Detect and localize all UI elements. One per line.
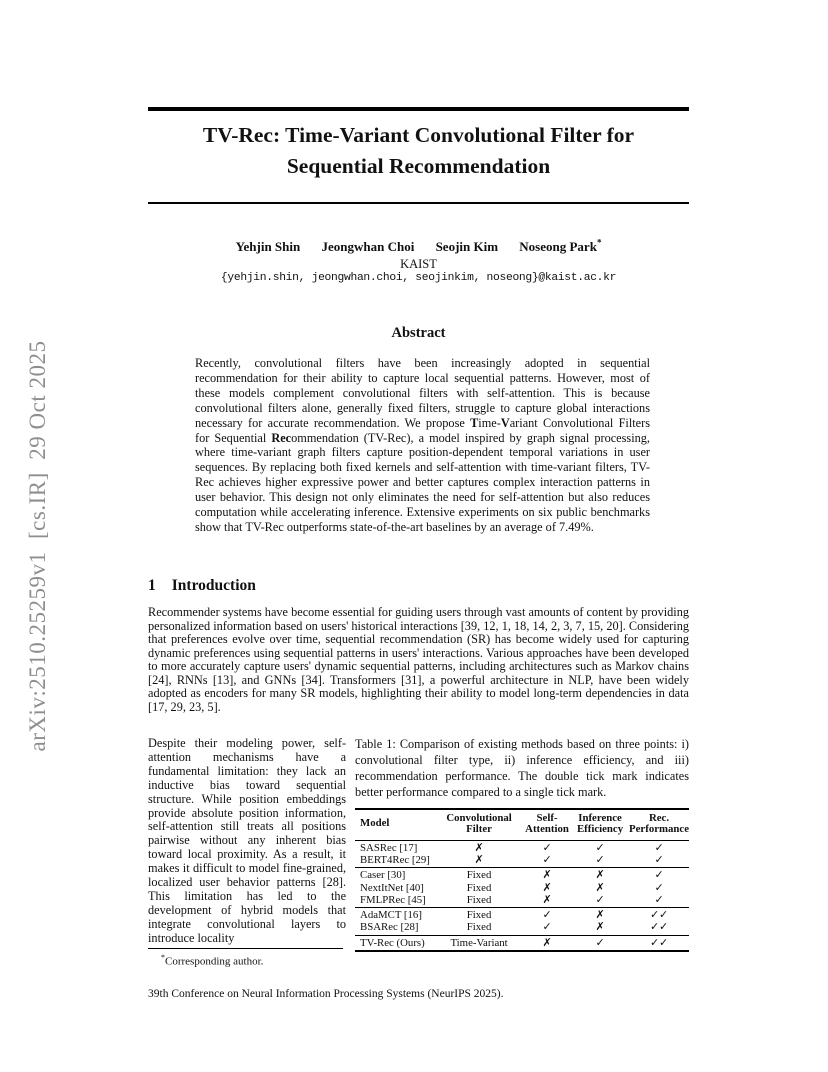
table-cell: ✗: [595, 921, 605, 934]
table-cell: Time-Variant: [450, 936, 508, 949]
table-rule: [355, 950, 689, 952]
table-cell: NextItNet [40]: [360, 881, 424, 894]
table-cell: ✓: [654, 841, 664, 854]
paper-title: [148, 120, 689, 182]
table-cell: ✗: [542, 936, 552, 949]
footnote-marker: *: [161, 953, 165, 962]
table-cell: FMLPRec [45]: [360, 893, 426, 906]
table-cell: Fixed: [466, 909, 492, 922]
table-row: [355, 894, 689, 906]
table-caption: Table 1: Comparison of existing methods based on three points: i) convolutional filter type, ii) inference efficiency, and iii) recommendation performance. The double tick mark indicates better performance compared to a single tick mark.: [355, 737, 689, 799]
section-title: Introduction: [171, 577, 256, 594]
table-cell: Fixed: [466, 881, 492, 894]
footnote: [161, 953, 263, 968]
author-name: Jeongwhan Choi: [321, 239, 415, 255]
table-cell: ✗: [542, 893, 552, 906]
table-cell: Fixed: [466, 893, 492, 906]
table-cell: ✓: [595, 841, 605, 854]
table-cell: ✗: [542, 869, 552, 882]
table-rule: [355, 867, 689, 868]
table-cell: BSARec [28]: [360, 921, 419, 934]
table-cell: ✓✓: [649, 921, 669, 934]
table-cell: ✗: [595, 869, 605, 882]
table-cell: ✓: [595, 936, 605, 949]
title-rule-bottom: [148, 202, 689, 204]
table-cell: SASRec [17]: [360, 841, 418, 854]
table-cell: ✗: [474, 853, 484, 866]
table-header-cell: Rec. Performance: [629, 811, 689, 836]
table-header-cell: Self- Attention: [525, 811, 569, 836]
table-row: [355, 882, 689, 894]
paper-title-line2: Sequential Recommendation: [286, 154, 551, 178]
table-cell: ✗: [474, 841, 484, 854]
table-cell: ✓: [542, 853, 552, 866]
table-header-cell: Model: [360, 817, 390, 830]
table-rule: [355, 935, 689, 936]
author-name: Yehjin Shin: [235, 239, 301, 255]
table-cell: Caser [30]: [360, 869, 406, 882]
author-emails: {yehjin.shin, jeongwhan.choi, seojinkim, noseong}@kaist.ac.kr: [220, 272, 617, 284]
table-cell: ✓: [654, 893, 664, 906]
table-cell: ✗: [595, 881, 605, 894]
table-row: [355, 869, 689, 881]
table-cell: ✓: [654, 853, 664, 866]
table-row: [355, 842, 689, 854]
affiliation: KAIST: [400, 257, 437, 271]
table-cell: ✗: [542, 881, 552, 894]
table-cell: TV-Rec (Ours): [360, 936, 425, 949]
table-row: [355, 921, 689, 933]
comparison-table: [355, 808, 689, 952]
table-cell: ✓: [654, 869, 664, 882]
corresponding-author-marker: *: [596, 238, 602, 248]
table-cell: Fixed: [466, 869, 492, 882]
two-column-section: [148, 737, 689, 953]
table-rule: [355, 808, 689, 810]
conference-footer: 39th Conference on Neural Information Processing Systems (NeurIPS 2025).: [148, 988, 504, 1000]
table-rule: [355, 907, 689, 908]
table-row: [355, 909, 689, 921]
table-rule: [355, 840, 689, 841]
author-list: [148, 238, 689, 255]
table-row: [355, 937, 689, 949]
table-header-cell: Inference Efficiency: [576, 811, 624, 836]
left-column-paragraph: Despite their modeling power, self-attention mechanisms have a fundamental limitation: they lack an inductive bias toward sequential structure. While position embeddings provide absolute position information, self-attention still treats all positions pairwise without any inherent bias toward local proximity. As a result, it makes it difficult to model fine-grained, localized user behavior patterns [28]. This limitation has led to the development of hybrid models that integrate convolutional layers to introduce locality: [148, 737, 347, 945]
arxiv-watermark: arXiv:2510.25259v1 [cs.IR] 29 Oct 2025: [25, 340, 50, 752]
table-cell: ✓: [654, 881, 664, 894]
table-cell: ✓: [595, 893, 605, 906]
table-cell: Fixed: [466, 921, 492, 934]
author-name-text: Noseong Park: [519, 239, 597, 255]
abstract-text: Recently, convolutional filters have been increasingly adopted in sequential recommendation for their ability to capture local sequential patterns. However, most of these models complement convolutional filters with self-attention. This is because convolutional filters alone, generally fixed filters, struggle to capture global interactions necessary for accurate recommendation. We propose Time-Variant Convolutional Filters for Sequential Recommendation (TV-Rec), a model inspired by graph signal processing, where time-variant graph filters capture position-dependent temporal variations in user sequences. By replacing both fixed kernels and self-attention with time-variant filters, TV-Rec achieves higher expressive power and better captures complex interaction patterns in user behavior. This design not only eliminates the need for self-attention but also reduces computation while accelerating inference. Extensive experiments on six public benchmarks show that TV-Rec outperforms state-of-the-art baselines by an average of 7.49%.: [195, 356, 650, 534]
paper-title-line1: TV-Rec: Time-Variant Convolutional Filter for: [202, 123, 635, 147]
section-heading-introduction: [148, 577, 256, 595]
section-number: 1: [148, 577, 156, 594]
table-cell: ✗: [595, 909, 605, 922]
introduction-paragraph: Recommender systems have become essential for guiding users through vast amounts of content by providing personalized information based on users' historical interactions [39, 12, 1, 18, 14, 2, 3, 7, 15, 20]. Considering that preferences evolve over time, sequential recommendation (SR) has become widely used for capturing dynamic preferences using sequential patterns in users' interactions. Various approaches have been developed to more accurately capture users' dynamic sequential patterns, including architectures such as Markov chains [24], RNNs [13], and GNNs [34]. Transformers [31], a powerful architecture in NLP, have been widely adopted as encoders for many SR models, highlighting their ability to model long-term dependencies in data [17, 29, 23, 5].: [148, 605, 689, 714]
table-cell: ✓✓: [649, 909, 669, 922]
table-cell: ✓: [595, 853, 605, 866]
table-cell: AdaMCT [16]: [360, 909, 422, 922]
title-rule-top: [148, 107, 689, 111]
author-name: [519, 239, 601, 254]
footnote-rule: [148, 948, 343, 949]
table-cell: ✓✓: [649, 936, 669, 949]
abstract-heading: Abstract: [391, 325, 446, 341]
table-cell: ✓: [542, 921, 552, 934]
table-header-cell: Convolutional Filter: [446, 811, 512, 836]
table-row: [355, 854, 689, 866]
table-cell: BERT4Rec [29]: [360, 853, 430, 866]
table-cell: ✓: [542, 841, 552, 854]
footnote-text: Corresponding author.: [165, 955, 264, 968]
right-column: [355, 737, 689, 953]
table-header-row: [355, 811, 689, 839]
table-cell: ✓: [542, 909, 552, 922]
author-name: Seojin Kim: [435, 239, 499, 255]
